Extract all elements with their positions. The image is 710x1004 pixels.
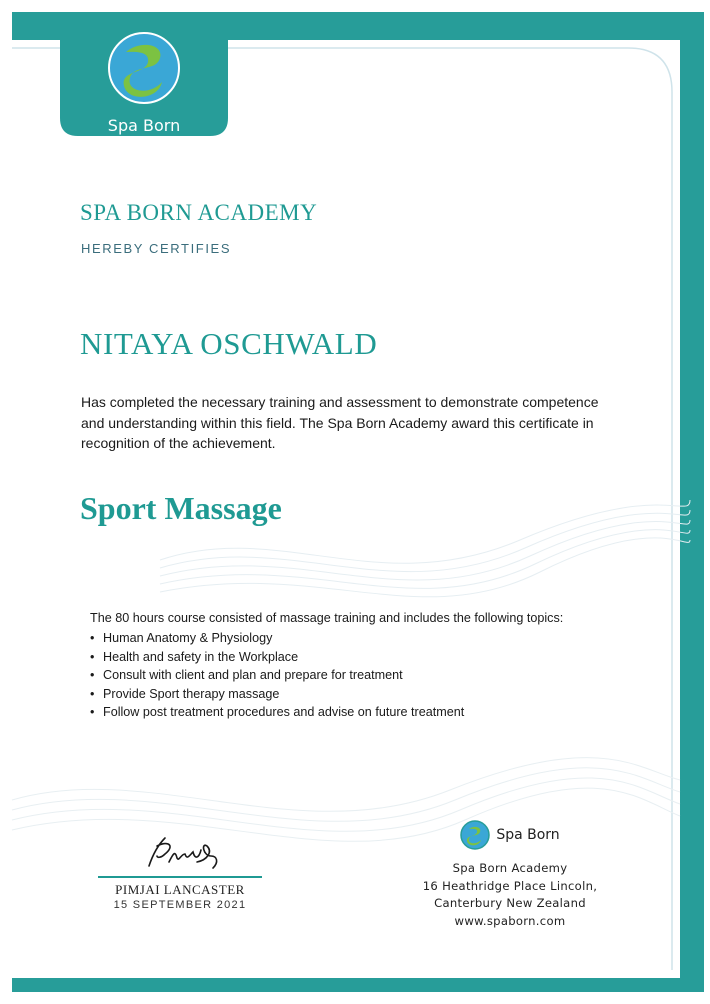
hereby-certifies: HEREBY CERTIFIES [81, 241, 232, 256]
signature-line [98, 876, 262, 878]
signer-name: PIMJAI LANCASTER [115, 882, 245, 897]
recipient-name: NITAYA OSCHWALD [80, 326, 378, 361]
topic-list [90, 629, 464, 722]
handwritten-signature [135, 832, 225, 874]
signature-block [90, 832, 270, 911]
contact-academy: Spa Born Academy [452, 861, 568, 875]
course-intro: The 80 hours course consisted of massage training and includes the following topics: [90, 611, 564, 625]
academy-name: SPA BORN ACADEMY [80, 200, 318, 225]
contact-brand: Spa Born [496, 827, 560, 843]
bottom-border-bar [12, 978, 704, 992]
contact-logo [460, 820, 559, 850]
contact-website[interactable]: www.spaborn.com [454, 913, 566, 928]
topic-item: • Health and safety in the Workplace [90, 649, 299, 664]
signature-date: 15 SEPTEMBER 2021 [113, 899, 247, 911]
right-border-bar [680, 12, 704, 990]
topic-item: • Consult with client and plan and prepare for treatment [90, 668, 403, 682]
topic-item: • Human Anatomy & Physiology [90, 631, 273, 645]
logo-icon [460, 820, 490, 850]
contact-address-line-2: Canterbury New Zealand [434, 896, 586, 910]
topic-item: • Follow post treatment procedures and advise on future treatment [90, 705, 465, 719]
course-title: Sport Massage [80, 490, 282, 526]
certification-statement: Has completed the necessary training and assessment to demonstrate competence and understanding within this field. The Spa Born Academy award this certificate in recognition of the achievement. [81, 394, 599, 451]
topic-item: • Provide Sport therapy massage [90, 686, 280, 701]
contact-address-line-1: 16 Heathridge Place Lincoln, [422, 878, 598, 893]
logo-text: Spa Born [107, 116, 181, 135]
contact-block [410, 820, 610, 930]
